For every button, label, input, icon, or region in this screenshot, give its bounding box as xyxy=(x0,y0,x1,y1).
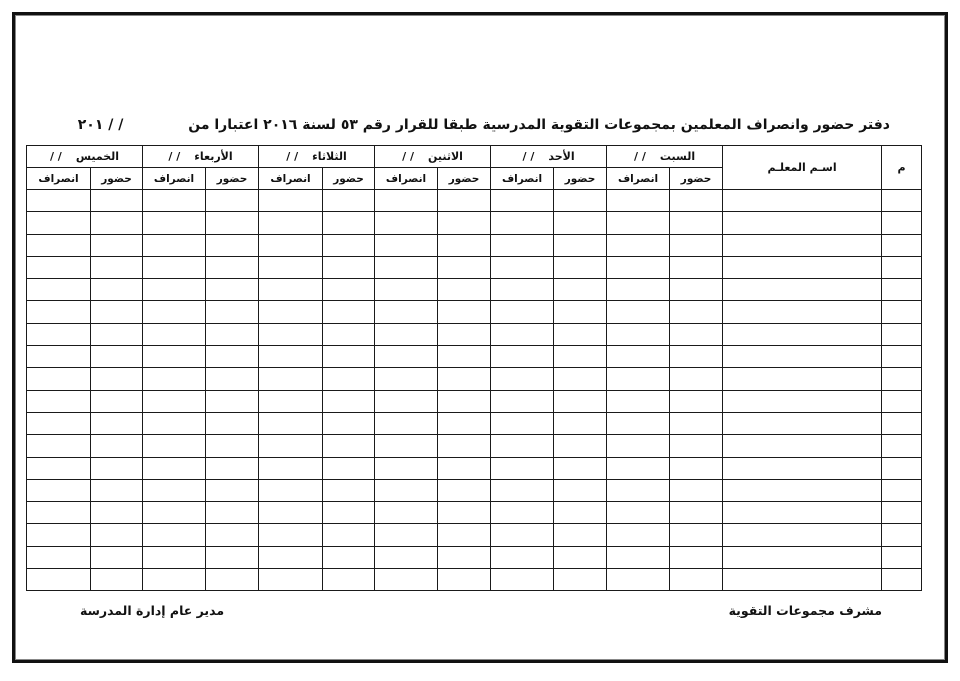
cell-attendance[interactable] xyxy=(438,435,491,457)
cell-leave[interactable] xyxy=(259,390,323,412)
subheader-leave: انصراف xyxy=(375,168,438,190)
cell-leave[interactable] xyxy=(607,502,670,524)
cell-leave[interactable] xyxy=(143,279,206,301)
cell-attendance[interactable] xyxy=(91,190,143,212)
cell-leave[interactable] xyxy=(491,346,554,368)
subheader-leave: انصراف xyxy=(143,168,206,190)
cell-teacher-name[interactable] xyxy=(723,301,882,323)
cell-leave[interactable] xyxy=(607,323,670,345)
cell-attendance[interactable] xyxy=(323,412,375,434)
subheader-attendance: حضور xyxy=(438,168,491,190)
cell-number[interactable] xyxy=(882,524,922,546)
cell-leave[interactable] xyxy=(375,346,438,368)
cell-leave[interactable] xyxy=(259,569,323,591)
cell-attendance[interactable] xyxy=(670,524,723,546)
cell-teacher-name[interactable] xyxy=(723,435,882,457)
cell-attendance[interactable] xyxy=(206,524,259,546)
cell-attendance[interactable] xyxy=(91,479,143,501)
table-row xyxy=(27,435,922,457)
table-row xyxy=(27,368,922,390)
cell-attendance[interactable] xyxy=(670,234,723,256)
cell-leave[interactable] xyxy=(259,323,323,345)
header-day-monday: الاثنين/ / xyxy=(375,146,491,168)
title-text: دفتر حضور وانصراف المعلمين بمجموعات التقوية المدرسية طبقا للقرار رقم ٥٣ لسنة ٢٠١٦ اعتبارا من xyxy=(188,117,890,133)
cell-attendance[interactable] xyxy=(206,457,259,479)
cell-attendance[interactable] xyxy=(323,368,375,390)
header-day-saturday: السبت/ / xyxy=(607,146,723,168)
cell-attendance[interactable] xyxy=(206,190,259,212)
cell-leave[interactable] xyxy=(143,346,206,368)
cell-attendance[interactable] xyxy=(554,390,607,412)
cell-attendance[interactable] xyxy=(670,390,723,412)
cell-attendance[interactable] xyxy=(323,546,375,568)
cell-leave[interactable] xyxy=(607,234,670,256)
cell-attendance[interactable] xyxy=(323,301,375,323)
cell-attendance[interactable] xyxy=(670,301,723,323)
cell-leave[interactable] xyxy=(375,479,438,501)
cell-attendance[interactable] xyxy=(670,502,723,524)
cell-leave[interactable] xyxy=(259,457,323,479)
subheader-attendance: حضور xyxy=(670,168,723,190)
start-date-field: / / ٢٠١ xyxy=(77,117,124,133)
cell-attendance[interactable] xyxy=(670,412,723,434)
cell-leave[interactable] xyxy=(375,435,438,457)
cell-attendance[interactable] xyxy=(323,569,375,591)
cell-attendance[interactable] xyxy=(670,569,723,591)
cell-leave[interactable] xyxy=(27,546,91,568)
cell-leave[interactable] xyxy=(607,346,670,368)
cell-attendance[interactable] xyxy=(323,190,375,212)
cell-leave[interactable] xyxy=(491,212,554,234)
cell-leave[interactable] xyxy=(259,524,323,546)
cell-attendance[interactable] xyxy=(554,368,607,390)
cell-attendance[interactable] xyxy=(670,435,723,457)
cell-attendance[interactable] xyxy=(554,301,607,323)
cell-attendance[interactable] xyxy=(670,212,723,234)
cell-attendance[interactable] xyxy=(323,279,375,301)
cell-attendance[interactable] xyxy=(438,323,491,345)
cell-attendance[interactable] xyxy=(206,234,259,256)
cell-number[interactable] xyxy=(882,301,922,323)
cell-leave[interactable] xyxy=(27,368,91,390)
cell-attendance[interactable] xyxy=(554,569,607,591)
cell-leave[interactable] xyxy=(375,412,438,434)
cell-leave[interactable] xyxy=(375,368,438,390)
cell-leave[interactable] xyxy=(143,412,206,434)
cell-leave[interactable] xyxy=(375,256,438,278)
cell-leave[interactable] xyxy=(375,524,438,546)
cell-attendance[interactable] xyxy=(91,256,143,278)
cell-attendance[interactable] xyxy=(554,346,607,368)
cell-attendance[interactable] xyxy=(438,368,491,390)
table-body xyxy=(27,190,922,591)
cell-number[interactable] xyxy=(882,569,922,591)
cell-attendance[interactable] xyxy=(206,301,259,323)
cell-attendance[interactable] xyxy=(670,190,723,212)
header-day-wednesday: الأربعاء/ / xyxy=(143,146,259,168)
cell-leave[interactable] xyxy=(607,435,670,457)
header-day-tuesday: الثلاثاء/ / xyxy=(259,146,375,168)
cell-attendance[interactable] xyxy=(554,479,607,501)
cell-leave[interactable] xyxy=(143,190,206,212)
cell-leave[interactable] xyxy=(143,390,206,412)
cell-attendance[interactable] xyxy=(206,412,259,434)
table-row xyxy=(27,390,922,412)
cell-attendance[interactable] xyxy=(206,546,259,568)
cell-attendance[interactable] xyxy=(91,502,143,524)
cell-attendance[interactable] xyxy=(438,190,491,212)
cell-leave[interactable] xyxy=(607,301,670,323)
cell-leave[interactable] xyxy=(491,279,554,301)
header-number: م xyxy=(882,146,922,190)
cell-attendance[interactable] xyxy=(438,390,491,412)
cell-leave[interactable] xyxy=(27,502,91,524)
cell-leave[interactable] xyxy=(491,190,554,212)
cell-leave[interactable] xyxy=(143,212,206,234)
cell-attendance[interactable] xyxy=(91,390,143,412)
cell-leave[interactable] xyxy=(27,390,91,412)
subheader-attendance: حضور xyxy=(206,168,259,190)
cell-number[interactable] xyxy=(882,390,922,412)
cell-teacher-name[interactable] xyxy=(723,234,882,256)
cell-attendance[interactable] xyxy=(323,524,375,546)
cell-leave[interactable] xyxy=(259,256,323,278)
cell-leave[interactable] xyxy=(607,524,670,546)
cell-leave[interactable] xyxy=(607,457,670,479)
cell-leave[interactable] xyxy=(491,301,554,323)
cell-attendance[interactable] xyxy=(323,256,375,278)
cell-leave[interactable] xyxy=(143,569,206,591)
cell-attendance[interactable] xyxy=(438,234,491,256)
cell-attendance[interactable] xyxy=(438,256,491,278)
cell-attendance[interactable] xyxy=(670,479,723,501)
cell-attendance[interactable] xyxy=(670,546,723,568)
cell-number[interactable] xyxy=(882,256,922,278)
cell-leave[interactable] xyxy=(27,234,91,256)
cell-leave[interactable] xyxy=(143,502,206,524)
cell-leave[interactable] xyxy=(259,435,323,457)
cell-teacher-name[interactable] xyxy=(723,457,882,479)
table-row xyxy=(27,279,922,301)
cell-leave[interactable] xyxy=(27,212,91,234)
cell-attendance[interactable] xyxy=(323,479,375,501)
cell-leave[interactable] xyxy=(27,256,91,278)
subheader-leave: انصراف xyxy=(27,168,91,190)
cell-teacher-name[interactable] xyxy=(723,212,882,234)
cell-leave[interactable] xyxy=(491,412,554,434)
cell-leave[interactable] xyxy=(491,435,554,457)
cell-attendance[interactable] xyxy=(91,457,143,479)
cell-leave[interactable] xyxy=(143,457,206,479)
cell-teacher-name[interactable] xyxy=(723,412,882,434)
cell-attendance[interactable] xyxy=(670,346,723,368)
cell-number[interactable] xyxy=(882,502,922,524)
table-row xyxy=(27,346,922,368)
cell-leave[interactable] xyxy=(491,479,554,501)
cell-leave[interactable] xyxy=(607,212,670,234)
cell-teacher-name[interactable] xyxy=(723,479,882,501)
attendance-table xyxy=(26,145,922,591)
cell-leave[interactable] xyxy=(259,190,323,212)
cell-leave[interactable] xyxy=(143,301,206,323)
cell-attendance[interactable] xyxy=(438,502,491,524)
cell-teacher-name[interactable] xyxy=(723,502,882,524)
cell-leave[interactable] xyxy=(491,546,554,568)
cell-leave[interactable] xyxy=(491,390,554,412)
cell-number[interactable] xyxy=(882,346,922,368)
cell-attendance[interactable] xyxy=(554,412,607,434)
cell-attendance[interactable] xyxy=(91,323,143,345)
cell-number[interactable] xyxy=(882,435,922,457)
cell-number[interactable] xyxy=(882,457,922,479)
cell-teacher-name[interactable] xyxy=(723,346,882,368)
cell-leave[interactable] xyxy=(143,323,206,345)
cell-attendance[interactable] xyxy=(91,569,143,591)
cell-leave[interactable] xyxy=(143,524,206,546)
cell-leave[interactable] xyxy=(143,546,206,568)
cell-attendance[interactable] xyxy=(670,323,723,345)
cell-number[interactable] xyxy=(882,546,922,568)
cell-number[interactable] xyxy=(882,479,922,501)
cell-leave[interactable] xyxy=(607,279,670,301)
cell-leave[interactable] xyxy=(143,479,206,501)
cell-attendance[interactable] xyxy=(554,457,607,479)
cell-number[interactable] xyxy=(882,279,922,301)
cell-leave[interactable] xyxy=(27,435,91,457)
cell-attendance[interactable] xyxy=(323,390,375,412)
cell-attendance[interactable] xyxy=(554,546,607,568)
cell-attendance[interactable] xyxy=(91,368,143,390)
cell-leave[interactable] xyxy=(607,479,670,501)
cell-leave[interactable] xyxy=(259,212,323,234)
cell-attendance[interactable] xyxy=(554,435,607,457)
cell-leave[interactable] xyxy=(607,190,670,212)
cell-attendance[interactable] xyxy=(91,301,143,323)
cell-attendance[interactable] xyxy=(206,212,259,234)
supervisor-signature-label: مشرف مجموعات التقوية xyxy=(728,603,882,618)
cell-leave[interactable] xyxy=(375,234,438,256)
cell-attendance[interactable] xyxy=(438,479,491,501)
cell-attendance[interactable] xyxy=(554,323,607,345)
cell-attendance[interactable] xyxy=(206,279,259,301)
cell-leave[interactable] xyxy=(607,368,670,390)
cell-attendance[interactable] xyxy=(323,435,375,457)
cell-leave[interactable] xyxy=(607,390,670,412)
subheader-attendance: حضور xyxy=(554,168,607,190)
table-row xyxy=(27,301,922,323)
cell-number[interactable] xyxy=(882,412,922,434)
cell-leave[interactable] xyxy=(259,479,323,501)
cell-attendance[interactable] xyxy=(206,479,259,501)
cell-leave[interactable] xyxy=(143,234,206,256)
cell-leave[interactable] xyxy=(607,256,670,278)
table-row xyxy=(27,412,922,434)
cell-attendance[interactable] xyxy=(323,457,375,479)
cell-attendance[interactable] xyxy=(91,435,143,457)
cell-leave[interactable] xyxy=(491,368,554,390)
cell-teacher-name[interactable] xyxy=(723,390,882,412)
cell-leave[interactable] xyxy=(259,412,323,434)
cell-leave[interactable] xyxy=(143,256,206,278)
cell-leave[interactable] xyxy=(27,524,91,546)
cell-leave[interactable] xyxy=(259,502,323,524)
cell-attendance[interactable] xyxy=(323,346,375,368)
cell-attendance[interactable] xyxy=(438,279,491,301)
table-row xyxy=(27,457,922,479)
cell-attendance[interactable] xyxy=(91,212,143,234)
cell-attendance[interactable] xyxy=(206,368,259,390)
cell-attendance[interactable] xyxy=(554,190,607,212)
cell-attendance[interactable] xyxy=(670,256,723,278)
cell-leave[interactable] xyxy=(375,457,438,479)
cell-attendance[interactable] xyxy=(206,323,259,345)
cell-teacher-name[interactable] xyxy=(723,256,882,278)
cell-teacher-name[interactable] xyxy=(723,569,882,591)
cell-attendance[interactable] xyxy=(554,256,607,278)
header-day-thursday: الخميس/ / xyxy=(27,146,143,168)
table-row xyxy=(27,479,922,501)
cell-attendance[interactable] xyxy=(554,279,607,301)
cell-leave[interactable] xyxy=(27,190,91,212)
cell-leave[interactable] xyxy=(491,569,554,591)
cell-leave[interactable] xyxy=(375,190,438,212)
cell-leave[interactable] xyxy=(375,569,438,591)
cell-attendance[interactable] xyxy=(438,412,491,434)
cell-leave[interactable] xyxy=(607,569,670,591)
table-row xyxy=(27,546,922,568)
cell-leave[interactable] xyxy=(607,546,670,568)
cell-teacher-name[interactable] xyxy=(723,368,882,390)
cell-attendance[interactable] xyxy=(438,457,491,479)
cell-attendance[interactable] xyxy=(438,301,491,323)
cell-leave[interactable] xyxy=(375,546,438,568)
table-row xyxy=(27,256,922,278)
header-day-sunday: الأحد/ / xyxy=(491,146,607,168)
cell-leave[interactable] xyxy=(491,323,554,345)
table-row xyxy=(27,524,922,546)
cell-leave[interactable] xyxy=(375,279,438,301)
table-row xyxy=(27,190,922,212)
cell-attendance[interactable] xyxy=(91,412,143,434)
document-title xyxy=(77,117,890,141)
cell-leave[interactable] xyxy=(27,346,91,368)
cell-attendance[interactable] xyxy=(554,502,607,524)
cell-attendance[interactable] xyxy=(670,368,723,390)
cell-attendance[interactable] xyxy=(323,212,375,234)
cell-attendance[interactable] xyxy=(206,346,259,368)
cell-attendance[interactable] xyxy=(206,390,259,412)
header-teacher-name: اسـم المعلـم xyxy=(723,146,882,190)
table-row xyxy=(27,323,922,345)
cell-leave[interactable] xyxy=(259,279,323,301)
subheader-leave: انصراف xyxy=(259,168,323,190)
cell-attendance[interactable] xyxy=(91,234,143,256)
cell-leave[interactable] xyxy=(375,502,438,524)
cell-leave[interactable] xyxy=(27,412,91,434)
cell-teacher-name[interactable] xyxy=(723,524,882,546)
cell-attendance[interactable] xyxy=(206,256,259,278)
subheader-leave: انصراف xyxy=(607,168,670,190)
cell-attendance[interactable] xyxy=(323,502,375,524)
cell-teacher-name[interactable] xyxy=(723,279,882,301)
cell-number[interactable] xyxy=(882,212,922,234)
cell-leave[interactable] xyxy=(259,234,323,256)
cell-attendance[interactable] xyxy=(206,435,259,457)
cell-attendance[interactable] xyxy=(670,279,723,301)
cell-attendance[interactable] xyxy=(438,569,491,591)
cell-teacher-name[interactable] xyxy=(723,323,882,345)
cell-leave[interactable] xyxy=(607,412,670,434)
cell-number[interactable] xyxy=(882,234,922,256)
cell-attendance[interactable] xyxy=(438,212,491,234)
table-row xyxy=(27,569,922,591)
subheader-attendance: حضور xyxy=(323,168,375,190)
cell-leave[interactable] xyxy=(27,279,91,301)
cell-leave[interactable] xyxy=(375,323,438,345)
cell-leave[interactable] xyxy=(375,301,438,323)
cell-attendance[interactable] xyxy=(554,212,607,234)
cell-attendance[interactable] xyxy=(438,346,491,368)
cell-leave[interactable] xyxy=(143,435,206,457)
cell-attendance[interactable] xyxy=(438,546,491,568)
cell-attendance[interactable] xyxy=(323,234,375,256)
cell-teacher-name[interactable] xyxy=(723,190,882,212)
cell-leave[interactable] xyxy=(491,502,554,524)
cell-attendance[interactable] xyxy=(91,346,143,368)
cell-number[interactable] xyxy=(882,368,922,390)
cell-attendance[interactable] xyxy=(91,546,143,568)
cell-attendance[interactable] xyxy=(91,524,143,546)
table-row xyxy=(27,212,922,234)
cell-leave[interactable] xyxy=(259,368,323,390)
cell-leave[interactable] xyxy=(27,457,91,479)
cell-leave[interactable] xyxy=(27,569,91,591)
cell-leave[interactable] xyxy=(27,301,91,323)
cell-leave[interactable] xyxy=(143,368,206,390)
cell-number[interactable] xyxy=(882,323,922,345)
cell-attendance[interactable] xyxy=(554,524,607,546)
cell-leave[interactable] xyxy=(375,390,438,412)
cell-attendance[interactable] xyxy=(91,279,143,301)
subheader-leave: انصراف xyxy=(491,168,554,190)
cell-leave[interactable] xyxy=(259,301,323,323)
cell-number[interactable] xyxy=(882,190,922,212)
cell-leave[interactable] xyxy=(27,479,91,501)
cell-leave[interactable] xyxy=(259,346,323,368)
principal-signature-label: مدير عام إدارة المدرسة xyxy=(80,603,225,618)
cell-attendance[interactable] xyxy=(323,323,375,345)
table-row xyxy=(27,234,922,256)
cell-leave[interactable] xyxy=(27,323,91,345)
table-row xyxy=(27,502,922,524)
cell-leave[interactable] xyxy=(259,546,323,568)
cell-leave[interactable] xyxy=(491,457,554,479)
cell-attendance[interactable] xyxy=(206,569,259,591)
cell-attendance[interactable] xyxy=(438,524,491,546)
cell-teacher-name[interactable] xyxy=(723,546,882,568)
cell-attendance[interactable] xyxy=(670,457,723,479)
cell-leave[interactable] xyxy=(491,524,554,546)
cell-leave[interactable] xyxy=(375,212,438,234)
cell-attendance[interactable] xyxy=(554,234,607,256)
cell-leave[interactable] xyxy=(491,256,554,278)
subheader-attendance: حضور xyxy=(91,168,143,190)
cell-attendance[interactable] xyxy=(206,502,259,524)
cell-leave[interactable] xyxy=(491,234,554,256)
